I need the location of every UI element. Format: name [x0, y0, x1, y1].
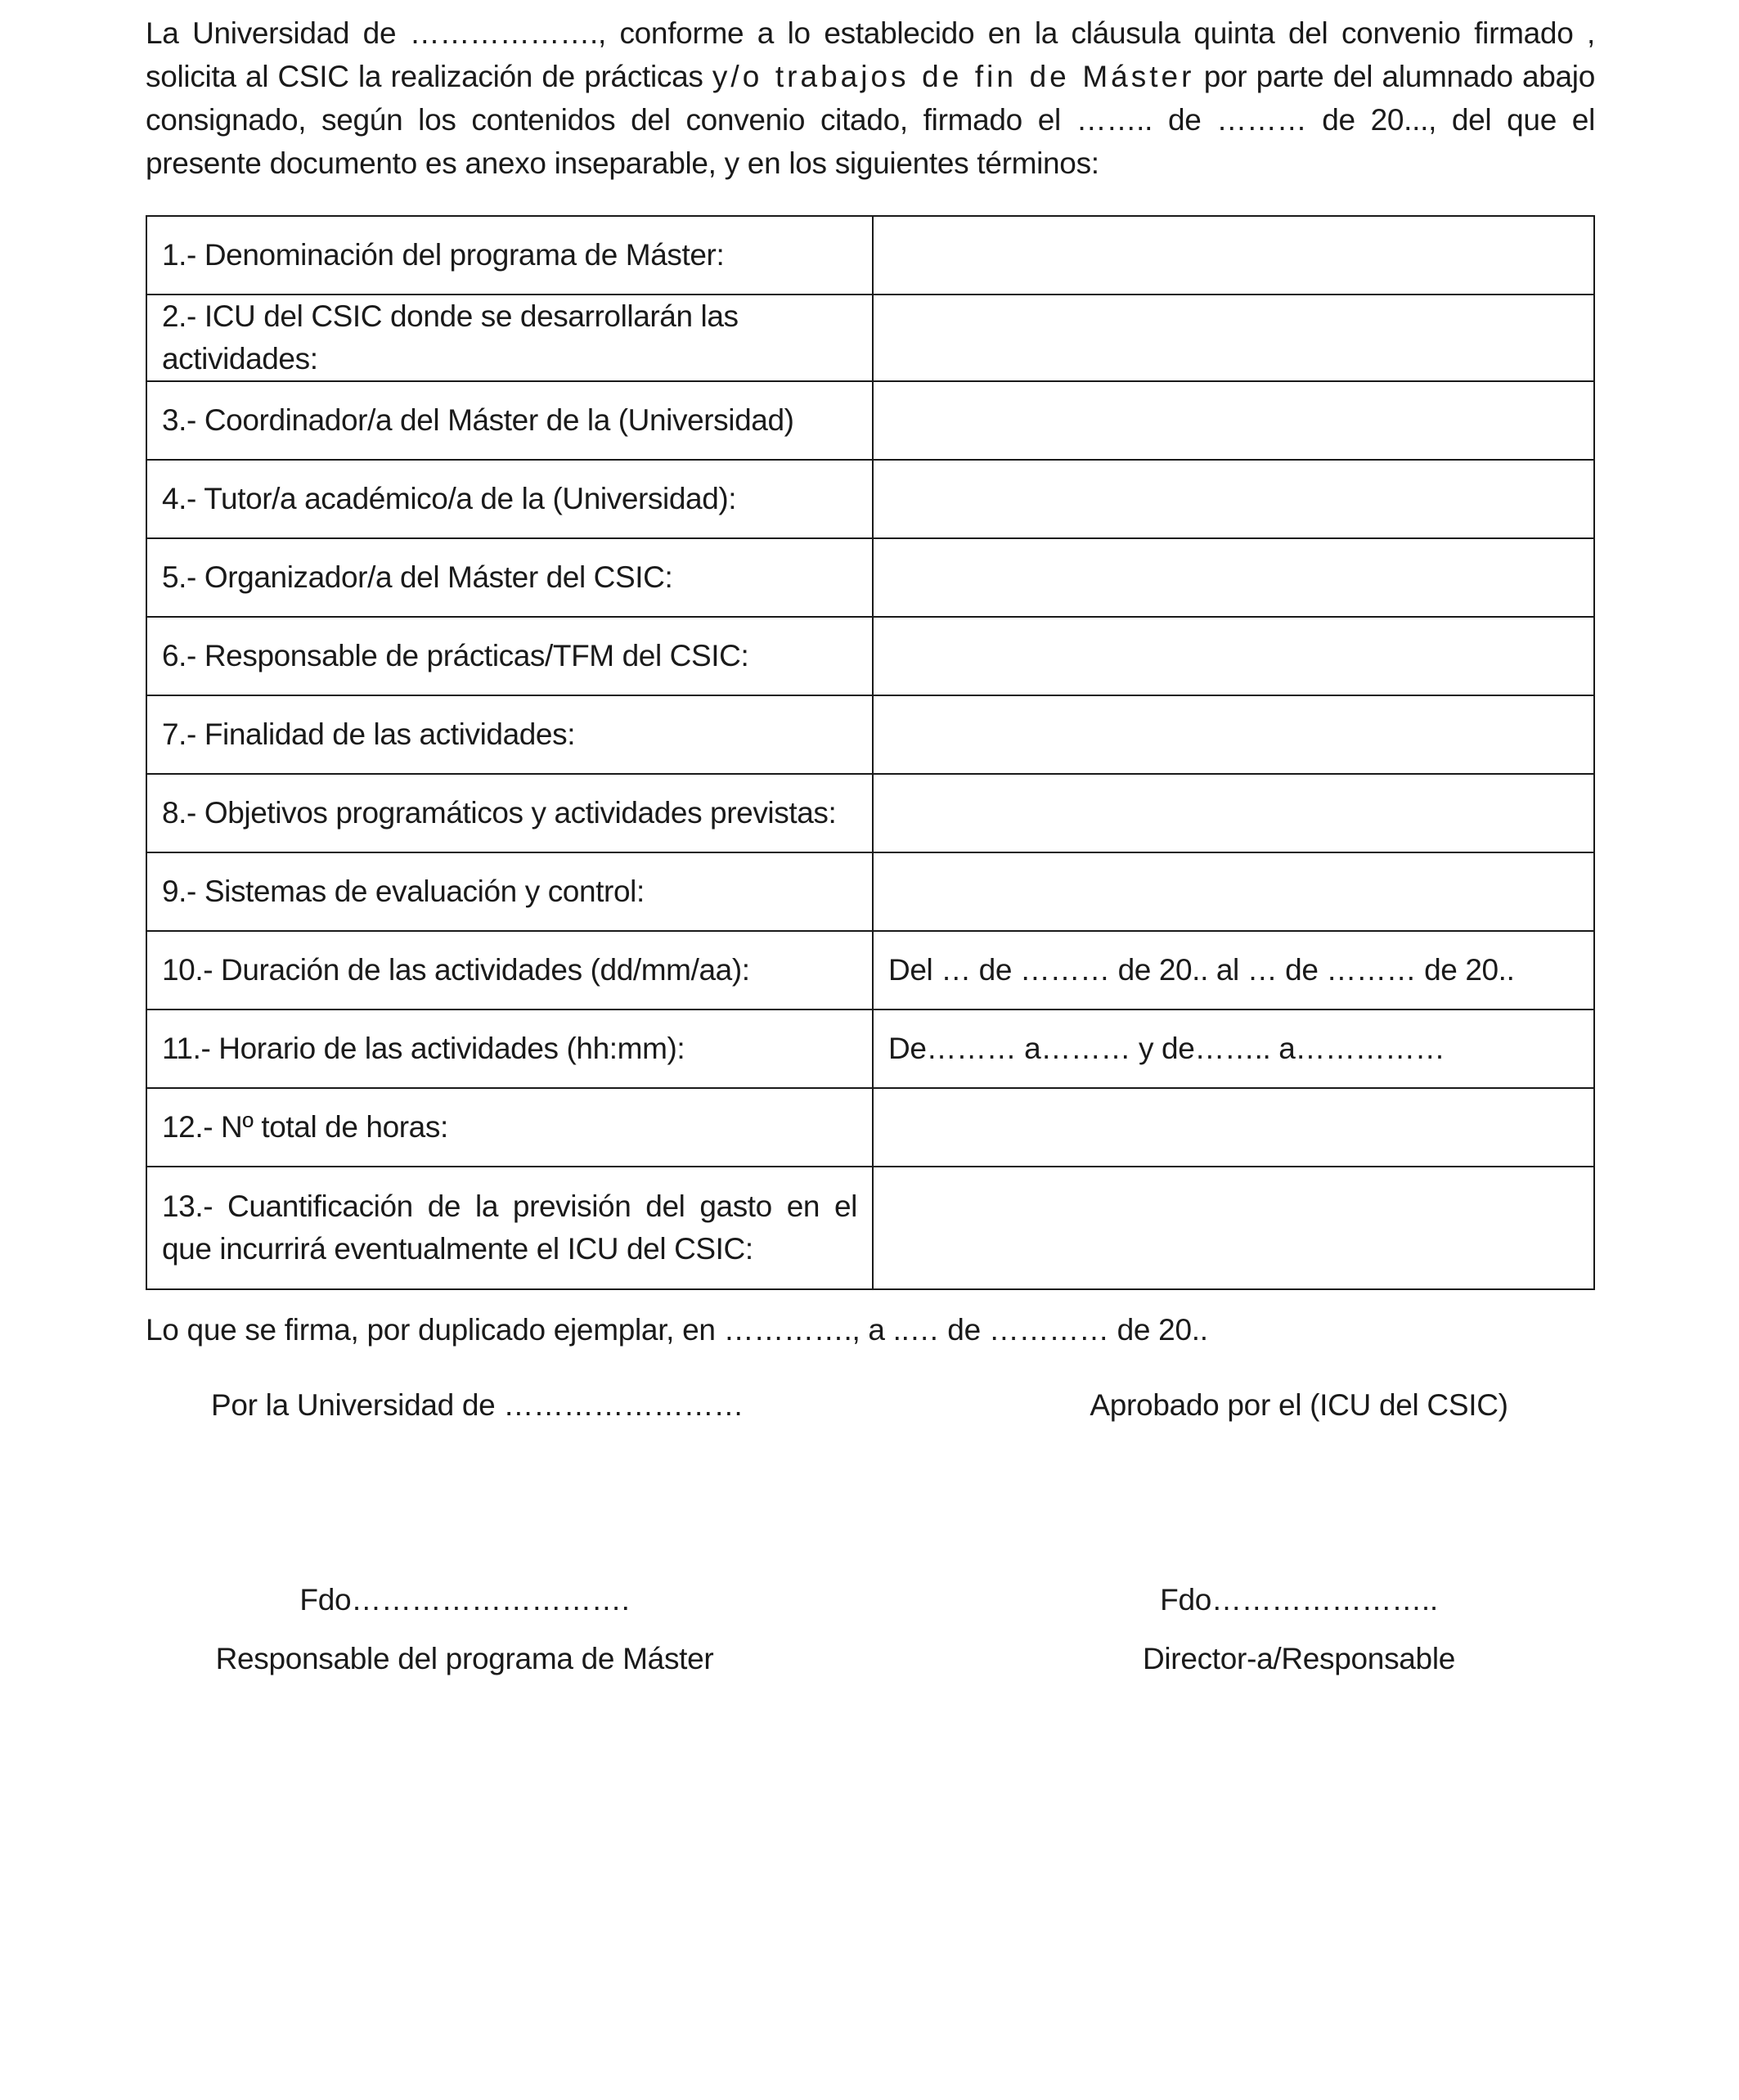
table-row: [146, 931, 1594, 1010]
row-label: 4.- Tutor/a académico/a de la (Universidad):: [146, 460, 873, 538]
row-label: 10.- Duración de las actividades (dd/mm/aa):: [146, 931, 873, 1010]
signature-line[interactable]: Fdo……………………….: [299, 1583, 630, 1617]
signature-heading: Aprobado por el (ICU del CSIC): [1090, 1388, 1508, 1422]
signature-role: Responsable del programa de Máster: [215, 1642, 714, 1675]
row-label: 6.- Responsable de prácticas/TFM del CSIC:: [146, 617, 873, 695]
table-row: [146, 1010, 1594, 1088]
table-row: [146, 295, 1594, 381]
row-label: 12.- Nº total de horas:: [146, 1088, 873, 1167]
intro-paragraph: [146, 11, 1595, 185]
table-row: [146, 1088, 1594, 1167]
activity-details-table: [146, 215, 1595, 1290]
row-label: 13.- Cuantificación de la previsión del gasto en el que incurrirá eventualmente el ICU del CSIC:: [146, 1167, 873, 1289]
row-label: 9.- Sistemas de evaluación y control:: [146, 852, 873, 931]
document-page: [146, 0, 1595, 1758]
row-value-field[interactable]: [873, 852, 1594, 931]
table-row: [146, 695, 1594, 774]
signature-section: [146, 1382, 1595, 1758]
table-row: [146, 1167, 1594, 1289]
row-label: 5.- Organizador/a del Máster del CSIC:: [146, 538, 873, 617]
row-label: 3.- Coordinador/a del Máster de la (Universidad): [146, 381, 873, 460]
signature-line[interactable]: Fdo…………………..: [1160, 1583, 1438, 1617]
closing-statement: Lo que se firma, por duplicado ejemplar, en …………., a ..… de ………… de 20..: [146, 1313, 1208, 1347]
intro-text-part-2: y/o trabajos de fin de Máster: [712, 60, 1195, 93]
row-value-field[interactable]: [873, 538, 1594, 617]
table-row: [146, 538, 1594, 617]
table-row: [146, 381, 1594, 460]
row-value-field[interactable]: Del … de ……… de 20.. al … de ……… de 20..: [873, 931, 1594, 1010]
row-value-field[interactable]: [873, 695, 1594, 774]
row-value-field[interactable]: [873, 295, 1594, 381]
row-value-field[interactable]: [873, 381, 1594, 460]
signature-heading: Por la Universidad de ……………………: [211, 1388, 744, 1422]
row-label: 2.- ICU del CSIC donde se desarrollarán las actividades:: [146, 295, 873, 381]
table-row: [146, 216, 1594, 295]
row-value-field[interactable]: [873, 617, 1594, 695]
table-row: [146, 774, 1594, 852]
signature-role: Director-a/Responsable: [1142, 1642, 1456, 1675]
row-value-field[interactable]: [873, 216, 1594, 295]
row-value-field[interactable]: [873, 774, 1594, 852]
table-row: [146, 852, 1594, 931]
intro-text-part-1: La Universidad de ………………., conforme a lo establecido en la cláusula quinta del convenio firmado , solicita al CSIC la realización de prácticas: [146, 16, 1595, 93]
row-label: 7.- Finalidad de las actividades:: [146, 695, 873, 774]
row-value-field[interactable]: [873, 1167, 1594, 1289]
table-row: [146, 460, 1594, 538]
row-label: 1.- Denominación del programa de Máster:: [146, 216, 873, 295]
row-label: 11.- Horario de las actividades (hh:mm):: [146, 1010, 873, 1088]
table-row: [146, 617, 1594, 695]
row-label: 8.- Objetivos programáticos y actividades previstas:: [146, 774, 873, 852]
row-value-field[interactable]: [873, 460, 1594, 538]
row-value-field[interactable]: [873, 1088, 1594, 1167]
row-value-field[interactable]: De……… a……… y de…….. a……………: [873, 1010, 1594, 1088]
intro-text-part-3: por parte del alumnado abajo consignado, según los contenidos del convenio citado, firmado el …….. de ……… de 20..., del que el presente documento es anexo inseparable, y en los siguientes términos:: [146, 60, 1595, 180]
